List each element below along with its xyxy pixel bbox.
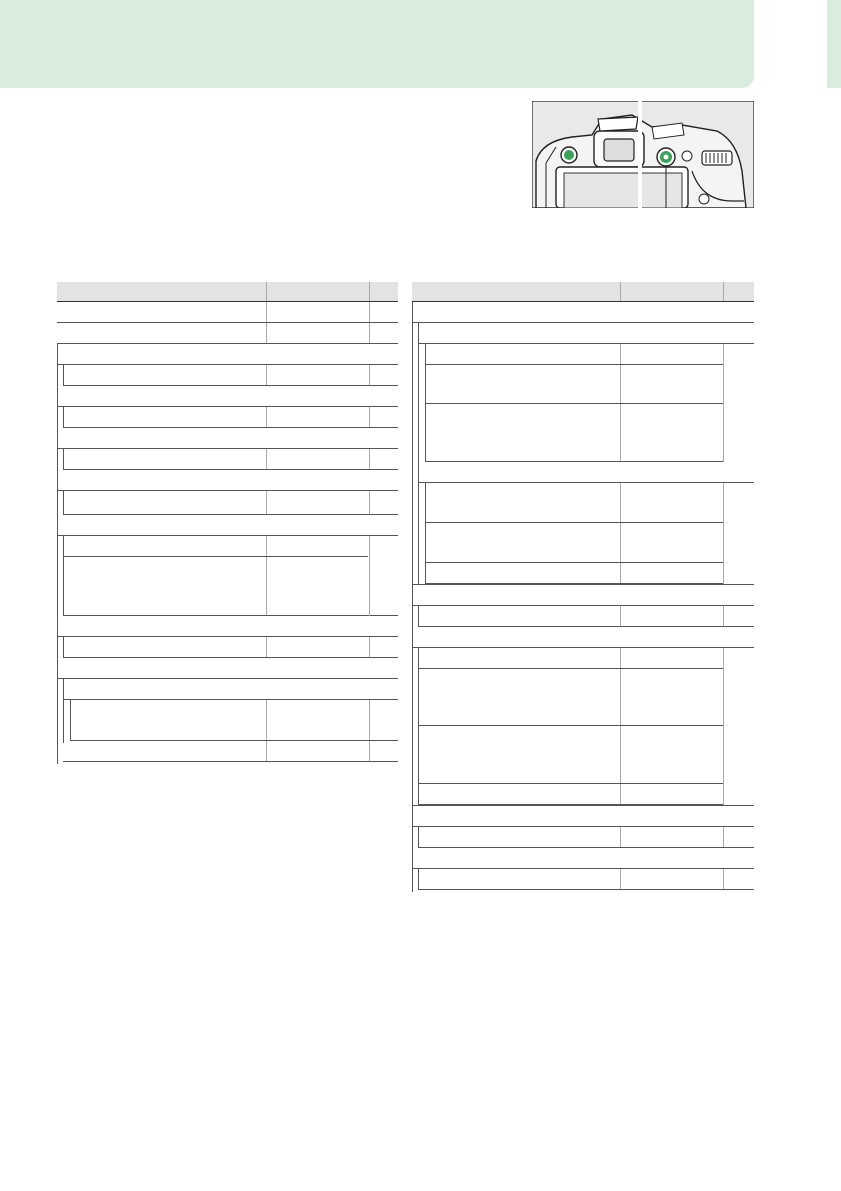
table-row [418,726,723,784]
header-col1 [57,282,266,301]
group-heading-row [57,344,398,365]
subgroup-heading-row [418,462,754,483]
table-row [425,563,723,584]
table-row [425,523,723,563]
camera-back-icon [532,101,754,208]
group-heading-row [412,585,754,606]
table-row [63,637,398,658]
left-table [57,282,398,764]
table-row [425,483,723,523]
group-heading-row [57,616,398,637]
table-row [418,784,723,805]
subgroup-heading-row [418,323,754,344]
table-row [63,557,398,616]
table-row [425,365,723,404]
page-header-band [0,0,754,88]
table-row [63,536,368,557]
table-row [418,648,723,669]
subgroup-heading-row [63,679,398,700]
table-row [418,606,754,627]
header-col1 [412,282,620,301]
table-row [57,302,398,323]
group-heading-row [412,848,754,869]
table-row [63,741,398,762]
table-row [63,407,398,428]
group-heading-row [57,515,398,536]
group-heading-row [412,627,754,648]
table-row [425,404,723,462]
group-heading-row [57,470,398,491]
table-header-row [57,282,398,302]
group-heading-row [57,658,398,679]
header-col3 [723,282,754,301]
header-col2 [620,282,723,301]
right-table [412,282,754,894]
header-col2 [266,282,369,301]
group-heading-row [412,302,754,323]
table-row [63,491,398,515]
table-row [418,827,754,848]
side-tab [827,0,841,88]
group-heading-row [412,806,754,827]
table-row [63,449,398,470]
group-heading-row [57,428,398,449]
table-header-row [412,282,754,302]
table-row [418,869,754,890]
table-row [63,365,398,386]
table-row [418,669,723,726]
header-col3 [369,282,398,301]
table-row [57,323,398,344]
table-row [425,344,723,365]
group-heading-row [57,386,398,407]
table-row [70,700,398,741]
